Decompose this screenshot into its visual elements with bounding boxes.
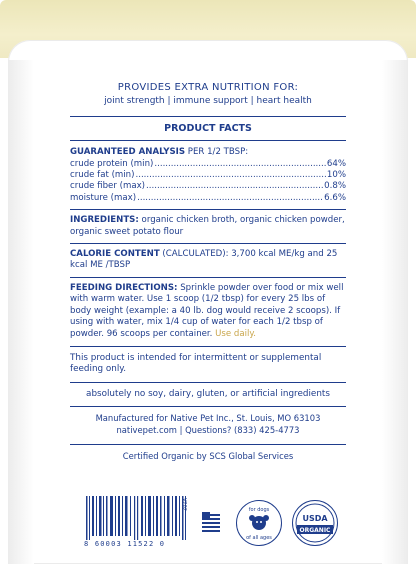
product-facts-title: PRODUCT FACTS	[164, 122, 252, 134]
ingredients: INGREDIENTS: organic chicken broth, organic chicken powder, organic sweet potato flour	[70, 215, 345, 237]
version-code: V202	[181, 498, 187, 511]
label-footer	[84, 496, 340, 548]
divider	[70, 444, 346, 445]
usda-organic-seal	[292, 500, 338, 546]
divider	[70, 346, 346, 347]
guaranteed-analysis: GUARANTEED ANALYSIS PER 1/2 TBSP:	[70, 147, 249, 158]
barcode	[84, 496, 194, 540]
nutrition-heading: PROVIDES EXTRA NUTRITION FOR:	[117, 82, 299, 93]
label-panel	[70, 82, 346, 462]
barcode-number: 8 60003 11522 0	[84, 540, 166, 548]
usda-organic-icon	[293, 501, 337, 545]
analysis-table	[70, 159, 346, 205]
analysis-row: crude fiber (max) ..... 0.8%	[70, 181, 346, 192]
calorie-content: CALORIE CONTENT (CALCULATED): 3,700 kcal ME/kg and 25 kcal ME /TBSP	[70, 249, 338, 271]
dog-icon	[237, 501, 281, 545]
divider	[70, 209, 346, 210]
divider	[70, 243, 346, 244]
divider	[70, 406, 346, 407]
us-flag-icon	[202, 512, 220, 532]
nutrition-benefits: joint strength | immune support | heart health	[104, 96, 312, 107]
divider	[70, 116, 346, 117]
divider	[70, 140, 346, 141]
divider	[70, 277, 346, 278]
free-from-claim: absolutely no soy, dairy, gluten, or artificial ingredients	[86, 388, 330, 399]
divider	[70, 382, 346, 383]
contact-line: nativepet.com | Questions? (833) 425-4773	[116, 424, 300, 435]
feeding-directions: FEEDING DIRECTIONS: Sprinkle powder over food or mix well with warm water. Use 1 scoop (1/2 tbsp) for every 25 lbs of body weight (example: a 40 lb. dog would receive 2 scoops). If using with water, mix 1/4 cup of water for each 1/2 tbsp of powder. 96 scoops per container. Use daily.	[70, 282, 344, 339]
svg-text:for dogs: for dogs	[248, 507, 270, 513]
manufacturer-line: Manufactured for Native Pet Inc., St. Louis, MO 63103	[95, 413, 321, 424]
svg-text:USDA: USDA	[302, 514, 328, 523]
certified-organic: Certified Organic by SCS Global Services	[122, 450, 294, 461]
analysis-row: crude fat (min) ..... 10%	[70, 170, 346, 181]
svg-text:ORGANIC: ORGANIC	[299, 527, 331, 534]
svg-text:of all ages: of all ages	[246, 535, 272, 541]
analysis-row: moisture (max) ..... 6.6%	[70, 193, 346, 204]
analysis-row: crude protein (min) ..... 64%	[70, 159, 346, 170]
intermittent-statement: This product is intended for intermittent or supplemental feeding only.	[70, 352, 322, 375]
dogs-all-ages-badge	[236, 500, 282, 546]
